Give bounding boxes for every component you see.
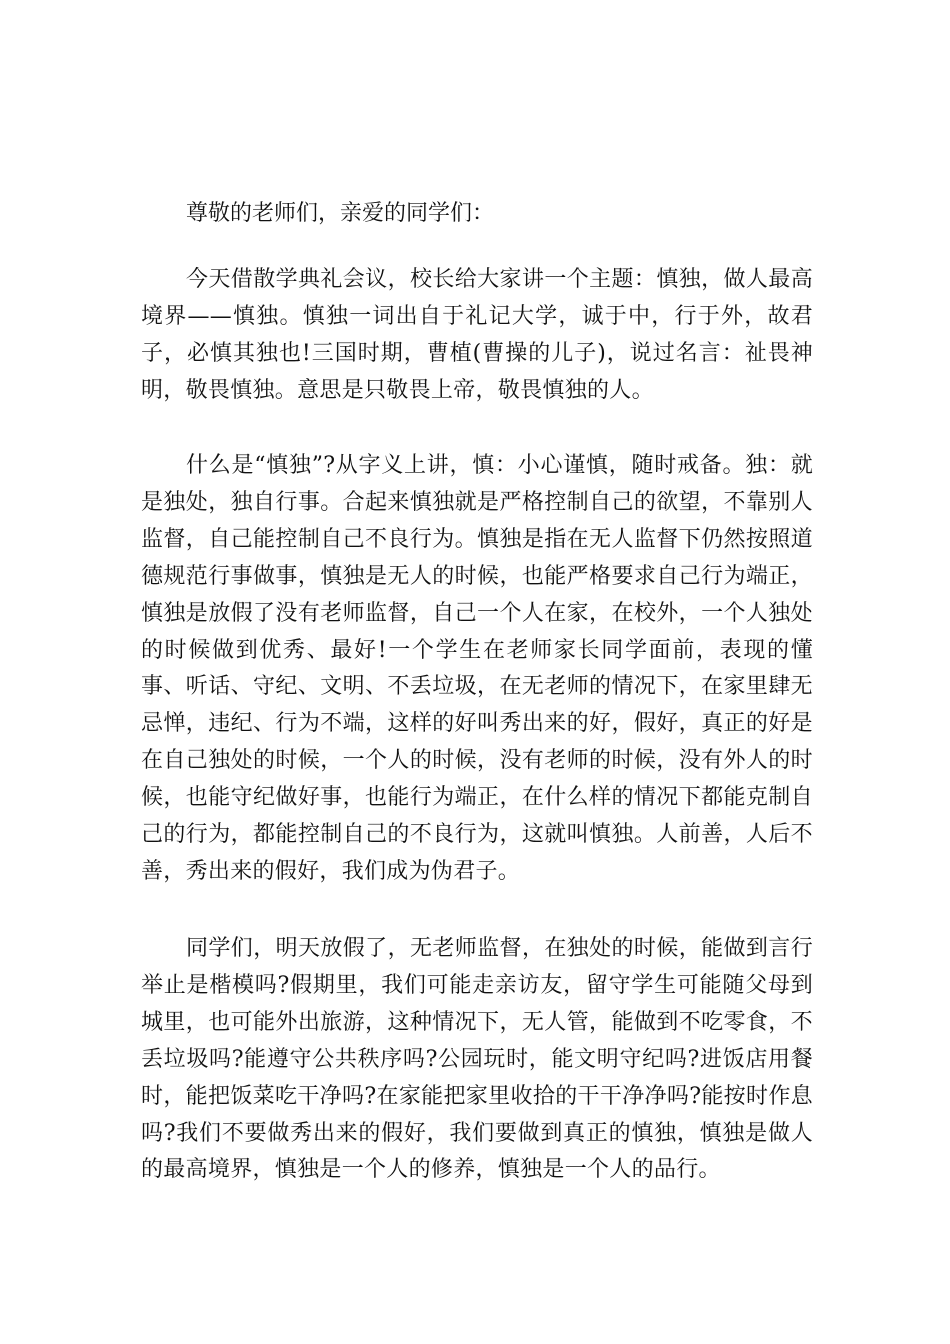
- salutation: 尊敬的老师们，亲爱的同学们：: [186, 201, 495, 226]
- paragraph-3: 同学们，明天放假了，无老师监督，在独处的时候，能做到言行举止是楷模吗?假期里，我们可能走亲访友，留守学生可能随父母到城里，也可能外出旅游，这种情况下，无人管，能做到不吃零食，不丢垃圾吗?能遵守公共秩序吗?公园玩时，能文明守纪吗?进饭店用餐时，能把饭菜吃干净吗?在家能把家里收拾的干干净净吗?能按时作息吗?我们不要做秀出来的假好，我们要做到真正的慎独，慎独是做人的最高境界，慎独是一个人的修养，慎独是一个人的品行。: [141, 936, 813, 1183]
- paragraph-2: 什么是“慎独”?从字义上讲，慎：小心谨慎，随时戒备。独：就是独处，独自行事。合起来慎独就是严格控制自己的欲望，不靠别人监督，自己能控制自己不良行为。慎独是指在无人监督下仍然按照道德规范行事做事，慎独是无人的时候，也能严格要求自己行为端正，慎独是放假了没有老师监督，自己一个人在家，在校外，一个人独处的时候做到优秀、最好!一个学生在老师家长同学面前，表现的懂事、听话、守纪、文明、不丢垃圾，在无老师的情况下，在家里肆无忌惮，违纪、行为不端，这样的好叫秀出来的好，假好，真正的好是在自己独处的时候，一个人的时候，没有老师的时候，没有外人的时候，也能守纪做好事，也能行为端正，在什么样的情况下都能克制自己的行为，都能控制自己的不良行为，这就叫慎独。人前善，人后不善，秀出来的假好，我们成为伪君子。: [141, 453, 813, 884]
- paragraph-1: 今天借散学典礼会议，校长给大家讲一个主题：慎独，做人最高境界——慎独。慎独一词出自于礼记大学，诚于中，行于外，故君子，必慎其独也!三国时期，曹植(曹操的儿子)，说过名言：祉畏神明，敬畏慎独。意思是只敬畏上帝，敬畏慎独的人。: [141, 267, 813, 403]
